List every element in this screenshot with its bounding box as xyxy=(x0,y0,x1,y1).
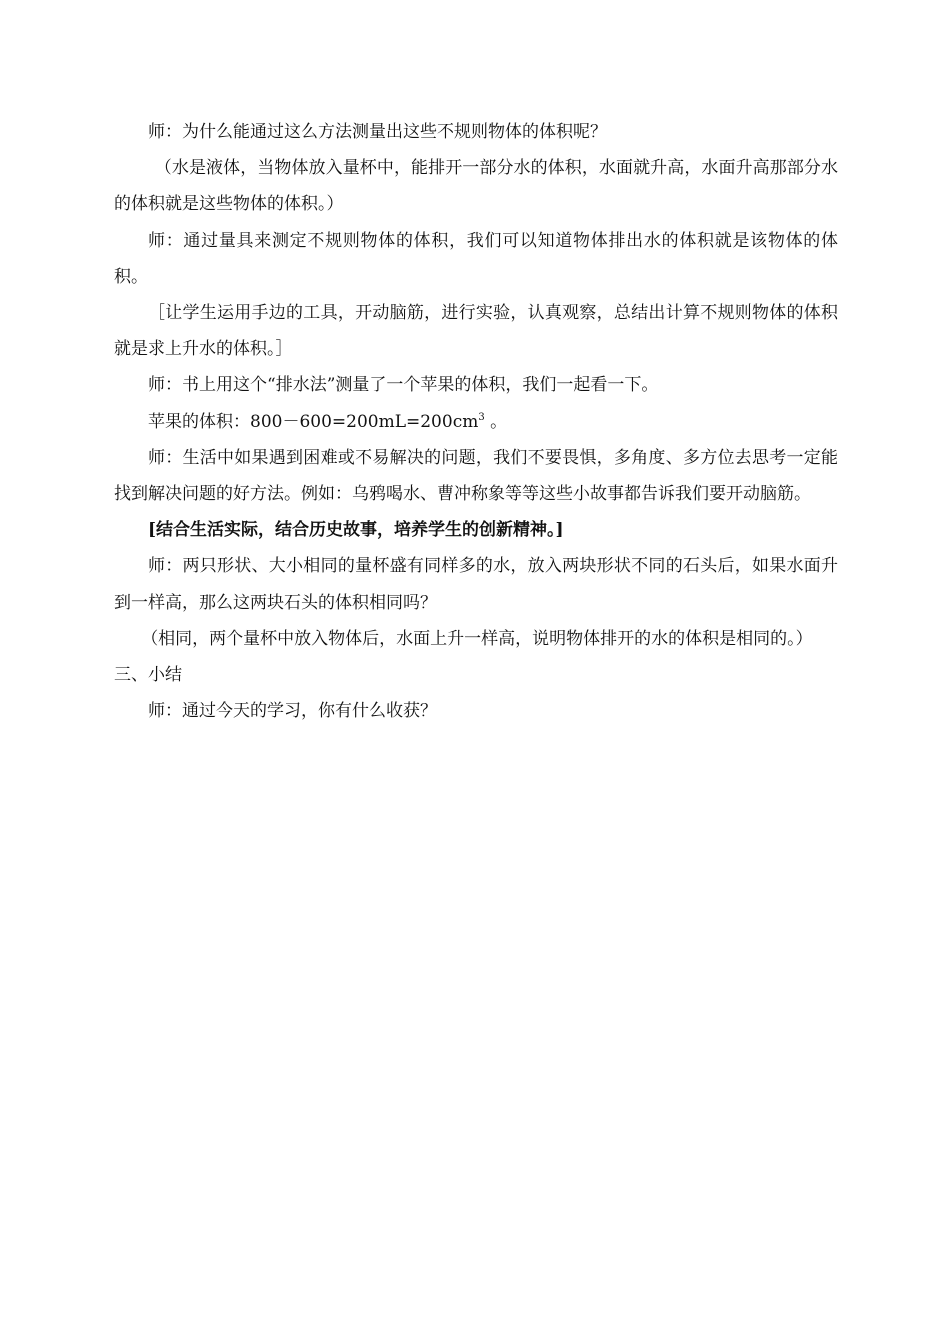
paragraph-teacher-question: 师：为什么能通过这么方法测量出这些不规则物体的体积呢？ xyxy=(148,122,607,142)
apple-volume-text: 苹果的体积：800－600=200mL=200cm xyxy=(148,411,479,432)
paragraph-closing-question: 师：通过今天的学习，你有什么收获？ xyxy=(148,701,437,722)
paragraph-student-answer: （水是液体，当物体放入量杯中，能排开一部分水的体积，水面就升高，水面升高那部分水的体积就是这些物体的体积。） xyxy=(114,158,838,215)
apple-volume-superscript: 3 xyxy=(478,411,485,423)
apple-volume-suffix: 。 xyxy=(484,411,508,432)
section-heading-summary: 三、小结 xyxy=(114,665,182,686)
paragraph-teaching-note: ［让学生运用手边的工具，开动脑筋，进行实验，认真观察，总结出计算不规则物体的体积就是求上升水的体积。］ xyxy=(114,303,838,360)
paragraph-teacher-explanation: 师：通过量具来测定不规则物体的体积，我们可以知道物体排出水的体积就是该物体的体积。 xyxy=(114,230,838,287)
paragraph-two-cups-question: 师：两只形状、大小相同的量杯盛有同样多的水，放入两块形状不同的石头后，如果水面升到一样高，那么这两块石头的体积相同吗？ xyxy=(114,556,838,613)
paragraph-drainage-method: 师：书上用这个“排水法”测量了一个苹果的体积，我们一起看一下。 xyxy=(148,375,659,396)
document-body xyxy=(114,114,838,729)
paragraph-life-lesson: 师：生活中如果遇到困难或不易解决的问题，我们不要畏惧，多角度、多方位去思考一定能找到解决问题的好方法。例如：乌鸦喝水、曹冲称象等等这些小故事都告诉我们要开动脑筋。 xyxy=(114,447,838,505)
paragraph-apple-volume xyxy=(114,404,838,440)
paragraph-two-cups-answer: （相同，两个量杯中放入物体后，水面上升一样高，说明物体排开的水的体积是相同的。） xyxy=(141,628,813,649)
paragraph-bold-note: [结合生活实际，结合历史故事，培养学生的创新精神。] xyxy=(148,520,564,541)
